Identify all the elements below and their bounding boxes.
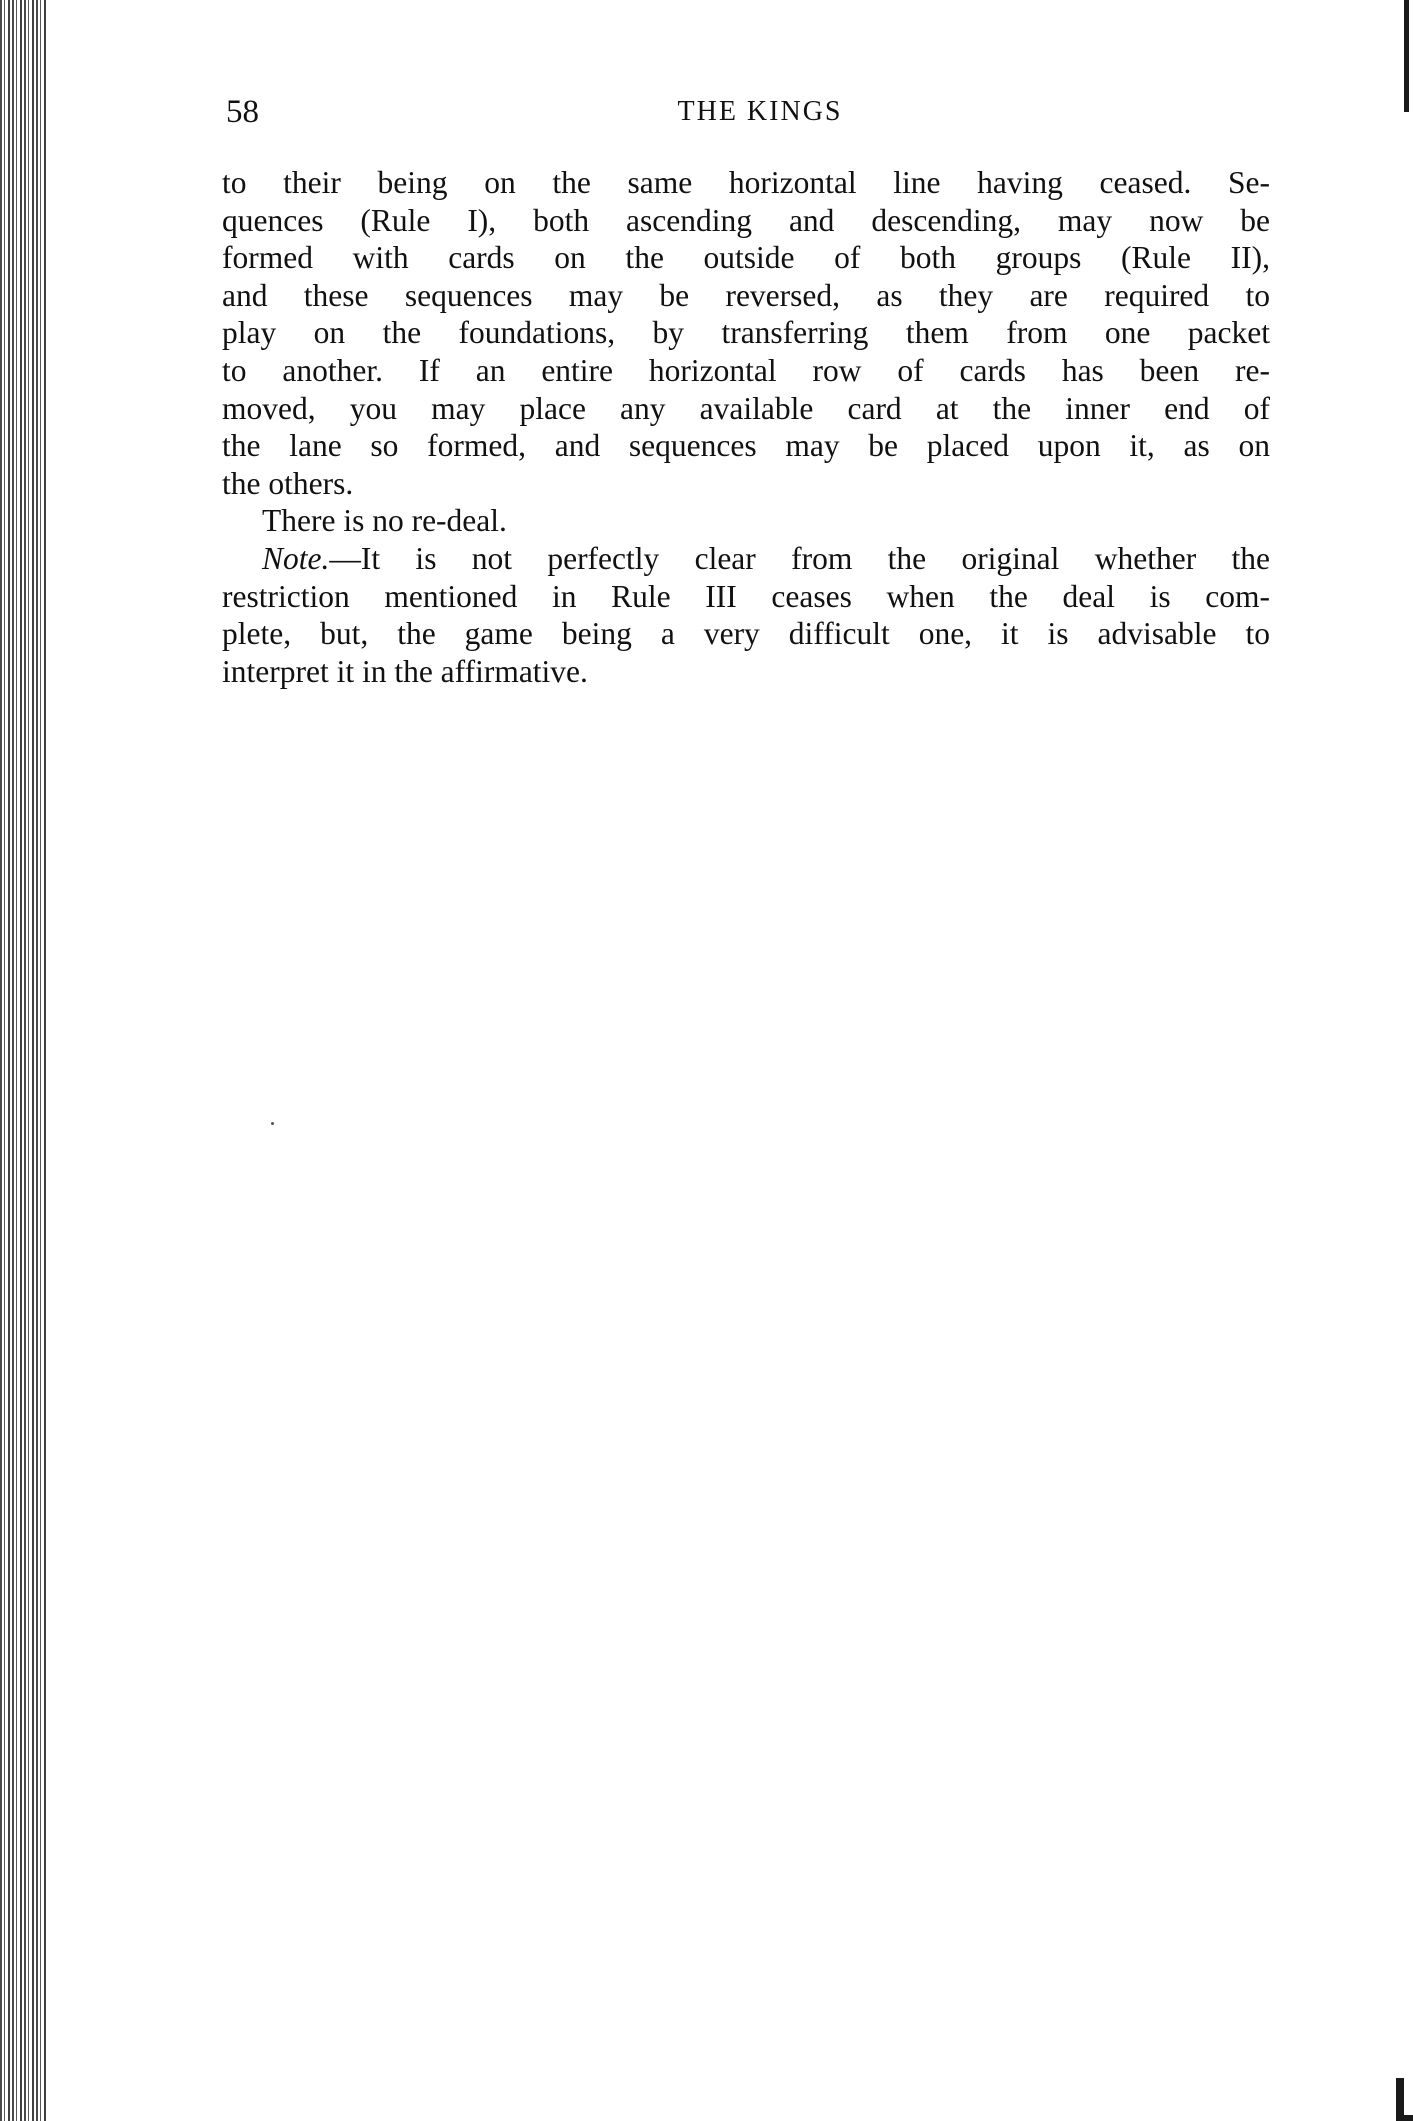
note-first-line-text: —It is not perfectly clear from the original whether the bbox=[329, 540, 1270, 576]
body-text bbox=[222, 164, 1270, 690]
text-line: plete, but, the game being a very difficult one, it is advisable to bbox=[222, 616, 1270, 652]
page-header bbox=[222, 88, 1272, 138]
text-line: the others. bbox=[222, 465, 354, 501]
note-first-line bbox=[222, 540, 1270, 578]
text-line: restriction mentioned in Rule III ceases when the deal is com- bbox=[222, 578, 1270, 614]
text-line: to another. If an entire horizontal row of cards has been re- bbox=[222, 352, 1270, 388]
text-line: moved, you may place any available card at the inner end of bbox=[222, 390, 1270, 426]
text-line: interpret it in the affirmative. bbox=[222, 653, 588, 689]
text-line: and these sequences may be reversed, as they are required to bbox=[222, 277, 1270, 313]
scan-edge-mark bbox=[1404, 0, 1409, 112]
scan-corner-mark bbox=[1396, 2078, 1404, 2121]
page-number: 58 bbox=[226, 94, 259, 130]
note-label: Note. bbox=[262, 540, 330, 576]
scan-gutter bbox=[0, 0, 46, 2121]
text-line: formed with cards on the outside of both groups (Rule II), bbox=[222, 240, 1270, 276]
text-line: the lane so formed, and sequences may be placed upon it, as on bbox=[222, 428, 1270, 464]
text-line: to their being on the same horizontal line having ceased. Se- bbox=[222, 165, 1270, 200]
running-head: THE KINGS bbox=[677, 96, 843, 127]
scan-speck bbox=[271, 1122, 274, 1125]
text-line: quences (Rule I), both ascending and descending, may now be bbox=[222, 202, 1270, 238]
text-line: play on the foundations, by transferring them from one packet bbox=[222, 315, 1270, 351]
paragraph-no-redeal: There is no re-deal. bbox=[262, 503, 507, 539]
